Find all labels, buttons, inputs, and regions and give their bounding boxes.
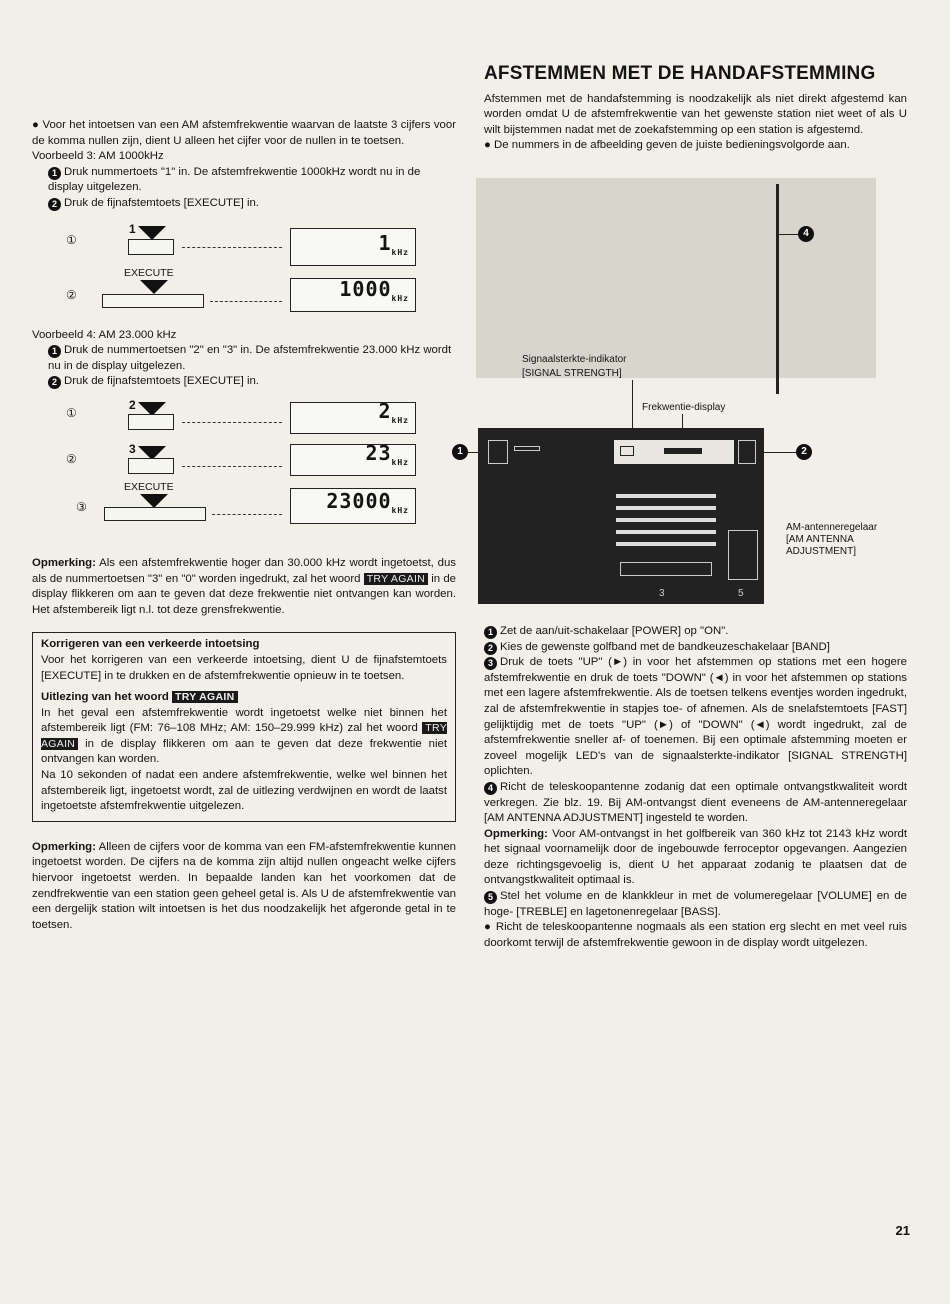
step-marker: ② (66, 451, 77, 466)
section-intro: Afstemmen met de handafstemming is noodzakelijk als niet direkt afgestemd kan worden omdat U de afstemfrekwentie van het gewenste station niet weet of als U wilt bijstemmen nadat met de zoekafstemming op een station is afgestemd. (484, 92, 907, 136)
example-3-step-2: 2 Druk de fijnafstemtoets [EXECUTE] in. (32, 196, 456, 212)
intro-bullet: ● Voor het intoetsen van een AM afstemfrekwentie waarvan de laatste 3 cijfers voor de komma nullen zijn, dient U alleen het cijfer voor de nullen in te toetsen. (32, 119, 457, 147)
final-bullet: ● Richt de teleskoopantenne nogmaals als een station erg slecht en met veel ruis doorkomt terwijl de afstemfrekwentie gewoon in de display wordt uitgelezen. (484, 921, 907, 949)
leader-line (182, 247, 282, 248)
step-marker: ① (66, 405, 77, 420)
figure-example-4 (32, 396, 456, 556)
display-value: $1_{kHz}$ (378, 230, 409, 257)
execute-key (102, 294, 204, 308)
display-value: $23000_{kHz}$ (326, 489, 409, 516)
figure-example-3 (32, 218, 456, 324)
box-heading-try-again: Uitlezing van het woord TRY AGAIN (41, 690, 447, 706)
display-value: $23_{kHz}$ (365, 441, 409, 468)
callout-3: 3 (659, 587, 665, 599)
example-4-step-2: 2 Druk de fijnafstemtoets [EXECUTE] in. (32, 374, 456, 390)
frequency-readout (664, 448, 702, 454)
band-switch (738, 440, 756, 464)
info-box (32, 632, 456, 822)
step-marker: ① (66, 232, 77, 247)
press-arrow-icon (138, 226, 166, 240)
frequency-display (290, 228, 416, 266)
frequency-display (290, 441, 416, 476)
key-label: 3 (129, 441, 136, 456)
page-number: 21 (895, 1223, 910, 1238)
step-marker: ② (66, 287, 77, 302)
try-again-indicator: TRY AGAIN (41, 722, 447, 750)
order-bullet: ● De nummers in de afbeelding geven de juiste bedieningsvolgorde aan. (484, 139, 850, 152)
faded-photo-background (476, 178, 876, 378)
example-4-step-1: 1 Druk de nummertoetsen "2" en "3" in. De afstemfrekwentie 23.000 kHz wordt nu in de display uitgelezen. (48, 344, 452, 372)
keypad (616, 486, 716, 550)
radio-figure (457, 168, 907, 608)
steps-list (484, 624, 907, 951)
example-3-title: Voorbeeld 3: AM 1000kHz (32, 150, 164, 163)
note-fm-decimals: Opmerking: Alleen de cijfers voor de komma van een FM-afstemfrekwentie kunnen ingetoetst worden. De cijfers na de komma zijn altijd nullen ongeacht welke cijfers hiervoor ingetoetst werden. In bepaalde landen kan het voorkomen dat de zendfrekwentie van een station geen geheel getal is. Als U de afstemfrekwentie van een dergelijk station wilt intoetsen is het dus noodzakelijk het afgeronde getal in te toetsen. (32, 840, 456, 931)
right-column (457, 60, 907, 951)
leader-line (182, 422, 282, 423)
tuning-buttons (620, 562, 712, 576)
example-4-title: Voorbeeld 4: AM 23.000 kHz (32, 328, 177, 341)
callout-line (468, 452, 488, 453)
press-arrow-icon (140, 280, 168, 294)
step-1: 1 Zet de aan/uit-schakelaar [POWER] op "ON". (484, 624, 907, 640)
execute-key-label: EXECUTE (124, 480, 174, 493)
callout-line (756, 452, 796, 453)
label-signal-strength-en: [SIGNAL STRENGTH] (522, 367, 622, 379)
label-am-antenna-2: [AM ANTENNA (786, 533, 854, 545)
band-indicator (514, 446, 540, 451)
frequency-display (290, 488, 416, 524)
label-am-antenna-1: AM-antenneregelaar (786, 521, 878, 533)
signal-strength-indicator (620, 446, 634, 456)
callout-4: 4 (798, 226, 814, 242)
frequency-display (290, 278, 416, 312)
volume-sliders (728, 530, 758, 580)
number-key (128, 414, 174, 430)
box-text-correction: Voor het korrigeren van een verkeerde intoetsing, dient U de fijnafstemtoets [EXECUTE] in te drukken en de afstemfrekwentie opnieuw in te toetsen. (41, 653, 447, 682)
leader-line (210, 301, 282, 302)
frequency-display (290, 399, 416, 434)
label-frequency-display: Frekwentie-display (642, 401, 726, 413)
callout-2: 2 (796, 444, 812, 460)
step-2: 2 Kies de gewenste golfband met de bandkeuzeschakelaar [BAND] (484, 640, 907, 656)
execute-key-label: EXECUTE (124, 266, 174, 279)
note-range-limit: Opmerking: Als een afstemfrekwentie hoger dan 30.000 kHz wordt ingetoetst, dus als de nummertoetsen "3" en "0" worden ingedrukt, zal het woord TRY AGAIN in de display flikkeren om aan te geven dat deze frekwentie niet ontvangen kan worden. Het afstembereik ligt n.l. tot deze grensfrekwentie. (32, 556, 456, 616)
press-arrow-icon (140, 494, 168, 508)
box-heading-correction: Korrigeren van een verkeerde intoetsing (41, 638, 260, 651)
key-label: 2 (129, 397, 136, 412)
label-signal-strength: Signaalsterkte-indikator (522, 353, 627, 365)
try-again-indicator: TRY AGAIN (172, 691, 237, 703)
execute-key (104, 507, 206, 521)
callout-5: 5 (738, 587, 744, 599)
number-key (128, 458, 174, 474)
try-again-indicator: TRY AGAIN (364, 573, 428, 585)
leader-line (212, 514, 282, 515)
box-text-timeout: Na 10 sekonden of nadat een andere afstemfrekwentie, welke wel binnen het afstembereik ligt, ingetoetst wordt, zal de uitlezing verdwijnen en wordt de laatst ingetoetste afstemfrekwentie uitgelezen. (41, 769, 447, 813)
left-column (32, 118, 456, 933)
step-4: 4 Richt de teleskoopantenne zodanig dat een optimale ontvangstkwaliteit wordt verkregen. Zie blz. 19. Bij AM-ontvangst dient eveneens de AM-antenneregelaar [AM ANTENNA ADJUSTMENT] ingesteld te worden. (484, 780, 907, 825)
bleed-through-text (30, 64, 450, 114)
telescopic-antenna (776, 184, 779, 394)
leader-line (182, 466, 282, 467)
step-marker: ③ (76, 499, 87, 514)
display-value: $2_{kHz}$ (378, 399, 409, 426)
section-title: AFSTEMMEN MET DE HANDAFSTEMMING (484, 63, 876, 84)
display-value: $1000_{kHz}$ (339, 276, 409, 303)
power-switch (488, 440, 508, 464)
label-am-antenna-3: ADJUSTMENT] (786, 545, 856, 557)
step-3: 3 Druk de toets "UP" (►) in voor het afstemmen op stations met een hogere afstemfrekwentie en druk de toets "DOWN" (◄) in voor het afstemmen op stations met een lagere afstemfrekwentie. Als de toetsen telkens eventjes worden ingedrukt, zal de afstemfrekwentie in stapjes toe- of afnemen. Als de snelafstemtoets [FAST] gelijktijdig met de toets "UP" (►) of "DOWN" (◄) wordt ingedrukt, zal de afstemfrekwentie sneller af- of toenemen. Bij een optimale afstemming moeten er zoveel mogelijk LED's van de signaalsterkte-indikator [SIGNAL STRENGTH] oplichten. (484, 656, 907, 778)
callout-line (778, 234, 798, 235)
number-key (128, 239, 174, 255)
box-text-try-again: In het geval een afstemfrekwentie wordt ingetoetst welke niet binnen het afstembereik ligt (FM: 76–108 MHz; AM: 150–29.999 kHz) zal het woord TRY AGAIN in de display flikkeren om aan te geven dat deze frekwentie niet ontvangen kan worden. (41, 706, 447, 766)
callout-1: 1 (452, 444, 468, 460)
step-5: 5 Stel het volume en de klankkleur in met de volumeregelaar [VOLUME] en de hoge- [TREBLE] en lagetonenregelaar [BASS]. (484, 890, 907, 918)
key-label: 1 (129, 221, 136, 236)
note-am-reception: Opmerking: Voor AM-ontvangst in het golfbereik van 360 kHz tot 2143 kHz wordt het signaal voornamelijk door de ingebouwde ferroceptor opgevangen. Aangezien deze richtingsgevoelig is, dient U het apparaat zodanig te plaatsen dat de ontvangstkwaliteit optimaal is. (484, 827, 907, 887)
example-3-step-1: 1 Druk nummertoets "1" in. De afstemfrekwentie 1000kHz wordt nu in de display uitgelezen. (48, 165, 421, 194)
